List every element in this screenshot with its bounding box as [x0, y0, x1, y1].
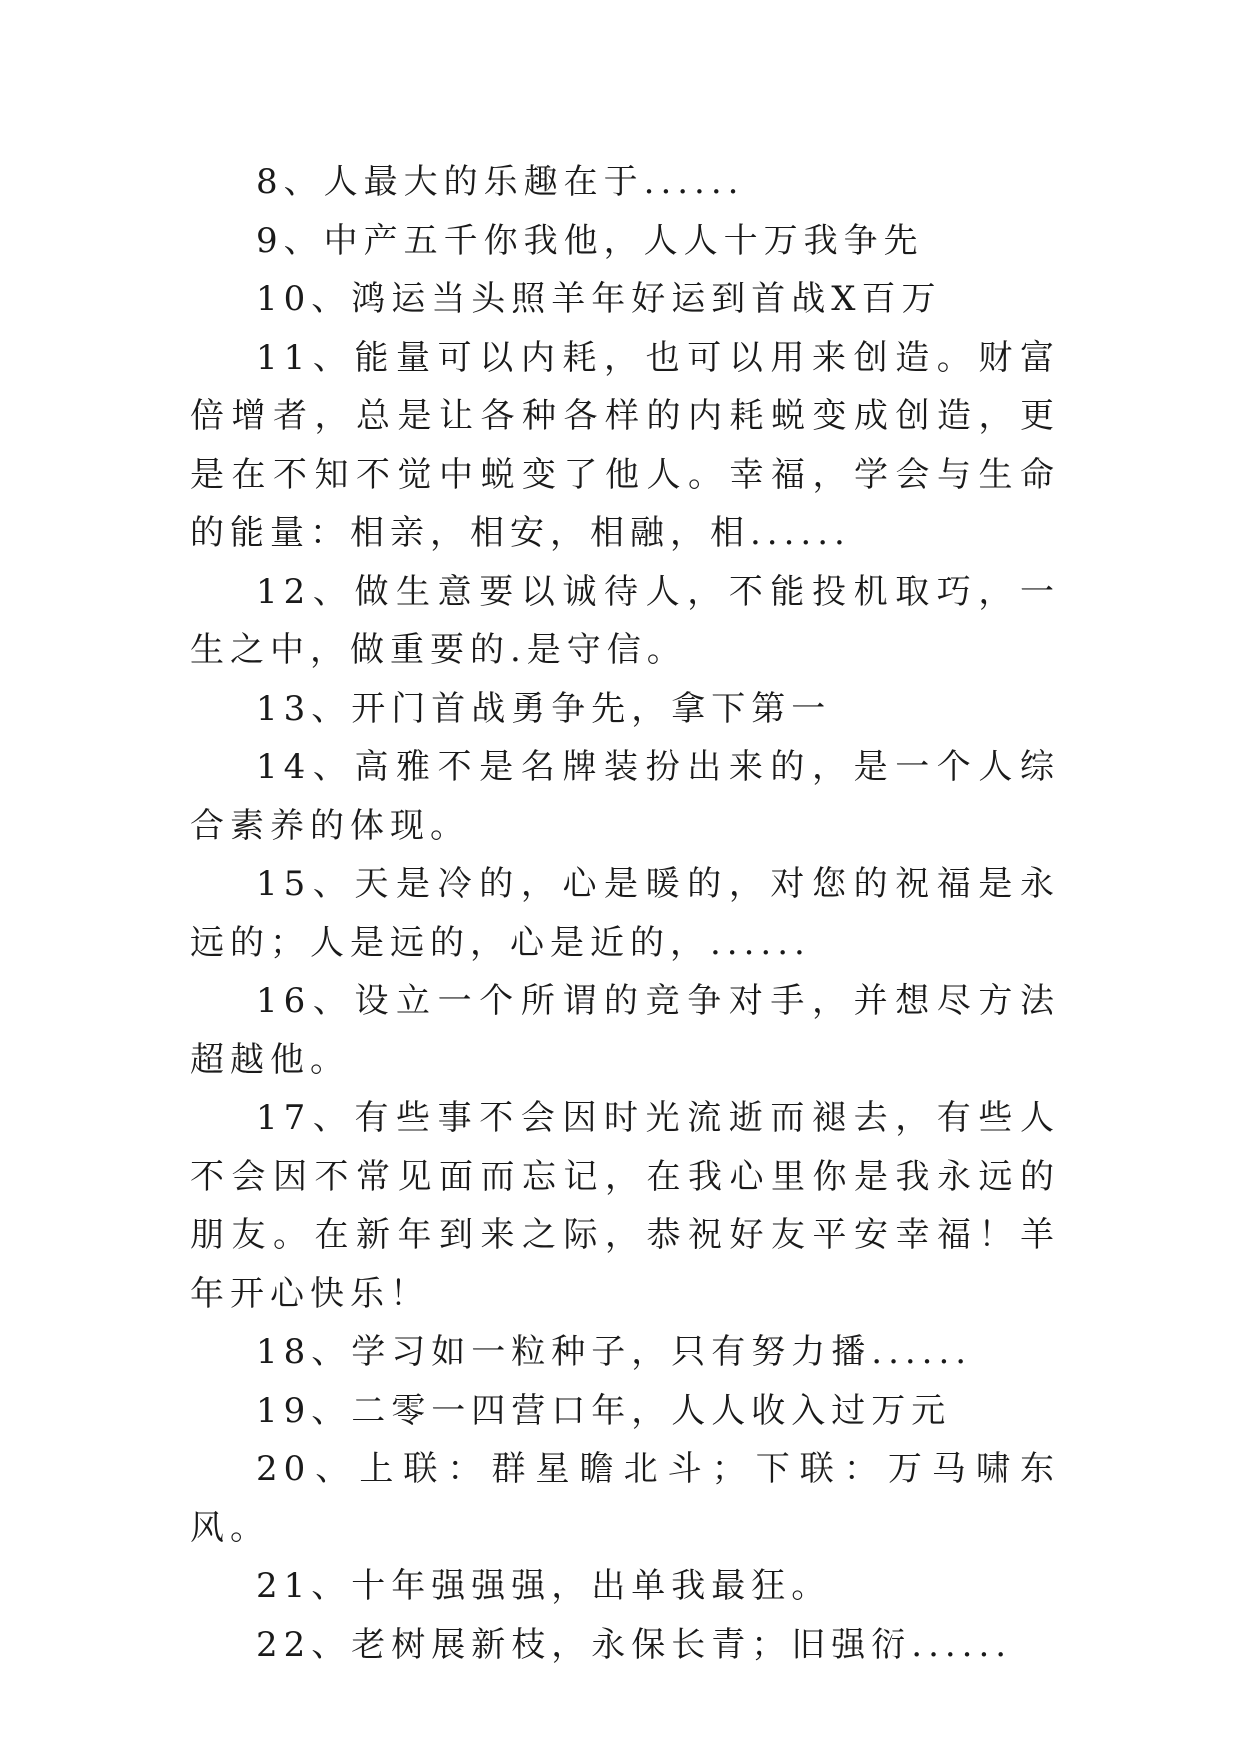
- paragraph-19: 19、二零一四营口年，人人收入过万元: [256, 1390, 952, 1431]
- paragraph-17: 17、有些事不会因时光流逝而褪去，有些人不会因不常见面而忘记，在我心里你是我永远的朋友。在新年到来之际，恭祝好友平安幸福！羊年开心快乐！: [190, 1098, 1060, 1314]
- paragraph-10: 10、鸿运当头照羊年好运到首战X百万: [256, 279, 942, 319]
- paragraph-14: 14、高雅不是名牌装扮出来的，是一个人综合素养的体现。: [190, 747, 1060, 846]
- paragraph-12: 12、做生意要以诚待人，不能投机取巧，一生之中，做重要的.是守信。: [190, 571, 1060, 670]
- paragraph-9: 9、中产五千你我他，人人十万我争先: [256, 220, 924, 261]
- paragraph-22: 22、老树展新枝，永保长青；旧强衍......: [256, 1624, 1013, 1665]
- paragraph-8: 8、人最大的乐趣在于......: [256, 162, 745, 202]
- paragraph-16: 16、设立一个所谓的竞争对手，并想尽方法超越他。: [190, 981, 1060, 1080]
- paragraph-11: 11、能量可以内耗，也可以用来创造。财富倍增者，总是让各种各样的内耗蜕变成创造，更是在不知不觉中蜕变了他人。幸福，学会与生命的能量：相亲，相安，相融，相......: [190, 337, 1060, 553]
- paragraph-15: 15、天是冷的，心是暖的，对您的祝福是永远的；人是远的，心是近的，......: [190, 864, 1060, 963]
- paragraph-20: 20、上联：群星瞻北斗；下联：万马啸东风。: [190, 1449, 1060, 1548]
- paragraph-21: 21、十年强强强，出单我最狂。: [256, 1566, 832, 1606]
- paragraph-18: 18、学习如一粒种子，只有努力播......: [256, 1332, 973, 1372]
- document-body: [190, 153, 1060, 1674]
- paragraph-13: 13、开门首战勇争先，拿下第一: [256, 688, 832, 729]
